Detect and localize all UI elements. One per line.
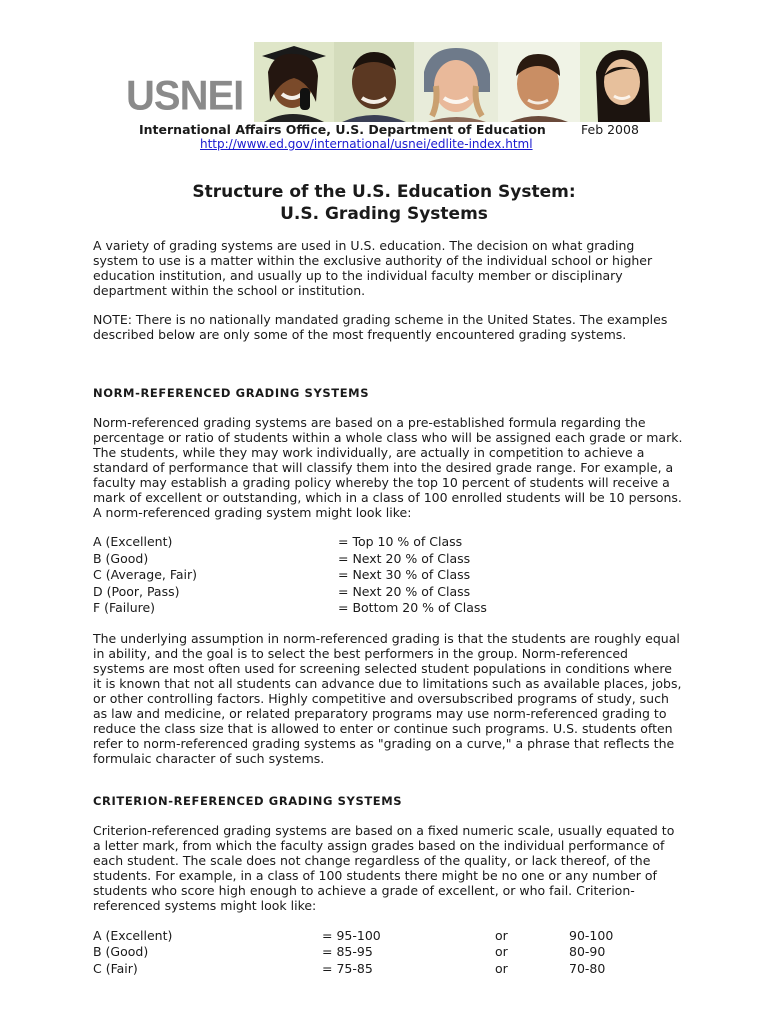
alternate-range: 80-90 (569, 944, 606, 959)
grade-range: = Top 10 % of Class (338, 534, 463, 549)
norm-referenced-heading: NORM-REFERENCED GRADING SYSTEMS (93, 386, 370, 400)
alternate-range: 70-80 (569, 961, 606, 976)
or-label: or (495, 928, 508, 943)
grade-label: B (Good) (93, 551, 149, 566)
student-photos-banner (254, 42, 662, 122)
grade-range: = Next 20 % of Class (338, 551, 471, 566)
grade-range: = Next 20 % of Class (338, 584, 471, 599)
grade-range: = 85-95 (322, 944, 373, 959)
office-name: International Affairs Office, U.S. Department of Education (139, 122, 546, 137)
title-line-2: U.S. Grading Systems (280, 204, 488, 224)
publication-date: Feb 2008 (581, 122, 639, 137)
grade-label: D (Poor, Pass) (93, 584, 180, 599)
title-line-1: Structure of the U.S. Education System: (192, 182, 576, 202)
student-photo-2 (334, 42, 414, 122)
grade-range: = Next 30 % of Class (338, 567, 471, 582)
grade-label: C (Average, Fair) (93, 567, 198, 582)
intro-paragraph: A variety of grading systems are used in U.S. education. The decision on what grading system to use is a matter within the exclusive authority of the individual school or higher education institution, and usually up to the individual faculty member or disciplinary department within the school or institution. (93, 238, 653, 298)
note-paragraph: NOTE: There is no nationally mandated grading scheme in the United States. The examples described below are only some of the most frequently encountered grading systems. (93, 312, 668, 342)
grade-range: = 75-85 (322, 961, 373, 976)
grade-label: A (Excellent) (93, 534, 173, 549)
criterion-referenced-heading: CRITERION-REFERENCED GRADING SYSTEMS (93, 794, 403, 808)
criterion-referenced-description: Criterion-referenced grading systems are based on a fixed numeric scale, usually equated to a letter mark, from which the faculty assign grades based on the individual performance of each student. The scale does not change regardless of the quality, or lack thereof, of the students. For example, in a class of 100 students there might be no one or any number of students who score high enough to achieve a grade of excellent, or who fail. Criterion-referenced systems might look like: (93, 823, 675, 913)
student-photo-5 (580, 42, 662, 122)
norm-referenced-description: Norm-referenced grading systems are based on a pre-established formula regarding the percentage or ratio of students within a whole class who will be assigned each grade or mark. The students, while they may work individually, are actually in competition to achieve a standard of performance that will classify them into the desired grade range. For example, a faculty may establish a grading policy whereby the top 10 percent of students will receive a mark of excellent or outstanding, which in a class of 100 enrolled students will be 10 persons. A norm-referenced grading system might look like: (93, 415, 683, 520)
or-label: or (495, 961, 508, 976)
alternate-range: 90-100 (569, 928, 614, 943)
or-label: or (495, 944, 508, 959)
grade-range: = 95-100 (322, 928, 381, 943)
grade-label: A (Excellent) (93, 928, 173, 943)
usnei-link[interactable]: http://www.ed.gov/international/usnei/edlite-index.html (200, 137, 533, 151)
student-photo-3 (414, 42, 498, 122)
student-photo-4 (498, 42, 580, 122)
grade-label: B (Good) (93, 944, 149, 959)
grade-range: = Bottom 20 % of Class (338, 600, 487, 615)
student-photo-1 (254, 42, 334, 122)
usnei-logo: USNEI (126, 72, 244, 120)
grade-label: F (Failure) (93, 600, 156, 615)
page-title (0, 181, 768, 225)
norm-referenced-explanation: The underlying assumption in norm-referenced grading is that the students are roughly equal in ability, and the goal is to select the best performers in the group. Norm-referenced systems are most often used for screening selected student populations in conditions where it is known that not all students can advance due to limitations such as available places, jobs, or other controlling factors. Highly competitive and oversubscribed programs of study, such as law and medicine, or related preparatory programs may use norm-referenced grading to reduce the class size that is allowed to enter or continue such programs. U.S. students often refer to norm-referenced grading systems as "grading on a curve," a phrase that reflects the formulaic character of such systems. (93, 631, 682, 766)
grade-label: C (Fair) (93, 961, 138, 976)
